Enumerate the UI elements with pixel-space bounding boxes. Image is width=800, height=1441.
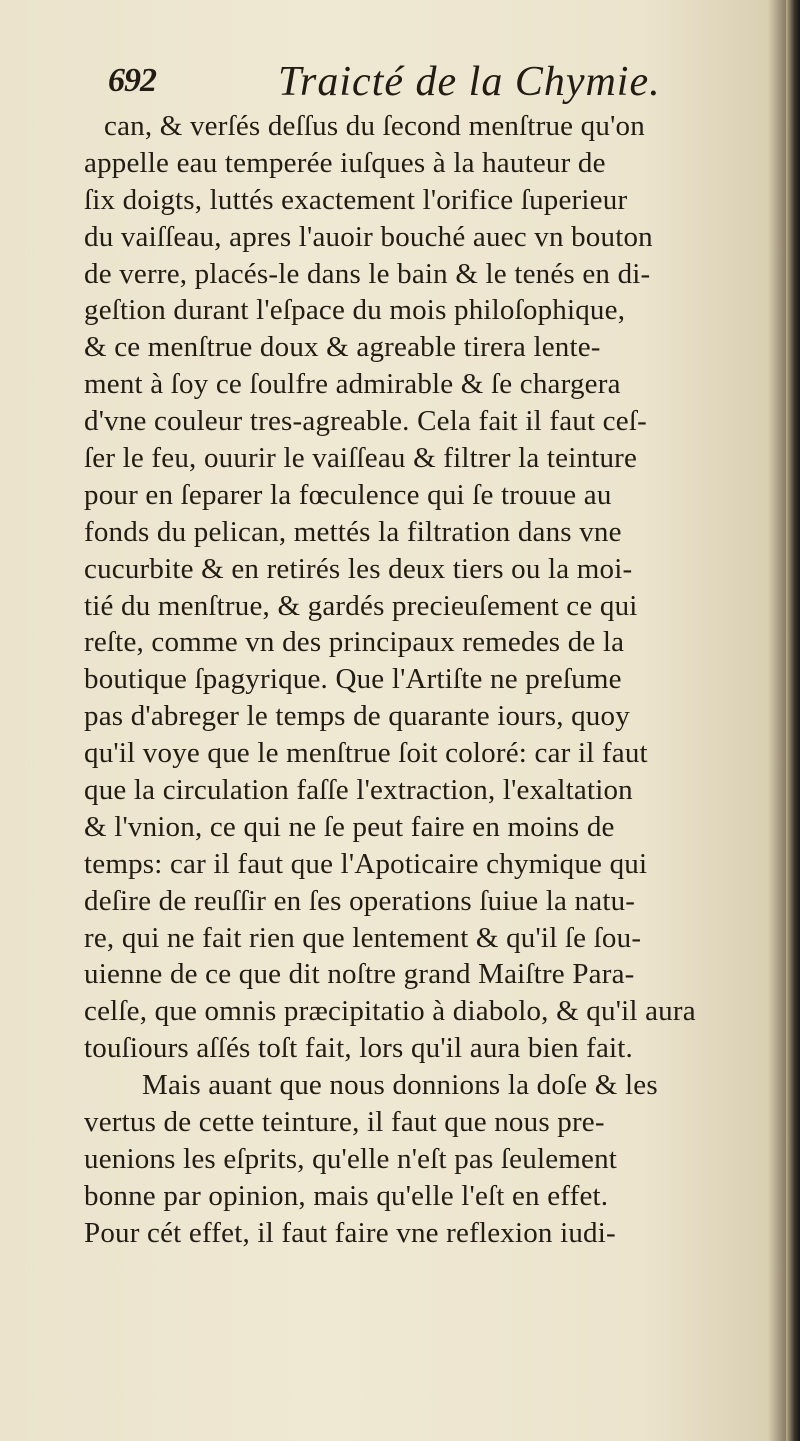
- text-line: fonds du pelican, mettés la filtration dans vne: [84, 515, 622, 548]
- paragraph-start-line: Mais auant que nous donnions la doſe & les: [142, 1069, 658, 1102]
- book-spine-shadow: [786, 0, 800, 1441]
- text-line: uenions les eſprits, qu'elle n'eſt pas ſeulement: [84, 1142, 618, 1175]
- text-line: boutique ſpagyrique. Que l'Artiſte ne preſume: [84, 663, 622, 696]
- text-line: pas d'abreger le temps de quarante iours, quoy: [84, 700, 630, 733]
- text-line: Pour cét effet, il faut faire vne reflexion iudi-: [84, 1216, 616, 1249]
- text-line: can, & verſés deſſus du ſecond menſtrue qu'on: [104, 110, 645, 142]
- text-line: que la circulation faſſe l'extraction, l'exaltation: [84, 774, 633, 807]
- text-line: tié du menſtrue, & gardés precieuſement ce qui: [84, 589, 638, 622]
- page-header: [108, 58, 708, 108]
- text-line: & ce menſtrue doux & agreable tirera lente-: [84, 331, 601, 364]
- text-line: vertus de cette teinture, il faut que nous pre-: [84, 1106, 605, 1139]
- text-line: celſe, que omnis præcipitatio à diabolo, & qu'il aura: [84, 995, 696, 1028]
- text-line: appelle eau temperée iuſques à la hauteur de: [84, 146, 606, 179]
- text-line: temps: car il faut que l'Apoticaire chymique qui: [84, 847, 648, 880]
- text-line: ment à ſoy ce ſoulfre admirable & ſe chargera: [84, 368, 621, 401]
- text-line: touſiours aſſés toſt fait, lors qu'il aura bien fait.: [84, 1032, 633, 1065]
- text-line: re, qui ne fait rien que lentement & qu'il ſe ſou-: [84, 921, 642, 954]
- body-text: [84, 108, 774, 1252]
- text-line: de verre, placés-le dans le bain & le tenés en di-: [84, 257, 651, 290]
- running-title: Traicté de la Chymie.: [278, 59, 661, 105]
- text-line: deſire de reuſſir en ſes operations ſuiue la natu-: [84, 884, 636, 917]
- text-line: reſte, comme vn des principaux remedes de la: [84, 626, 625, 659]
- text-line: bonne par opinion, mais qu'elle l'eſt en effet.: [84, 1179, 609, 1212]
- text-line: cucurbite & en retirés les deux tiers ou la moi-: [84, 552, 633, 585]
- text-line: d'vne couleur tres-agreable. Cela fait il faut ceſ-: [84, 405, 647, 438]
- text-line: uienne de ce que dit noſtre grand Maiſtre Para-: [84, 958, 635, 991]
- text-line: geſtion durant l'eſpace du mois philoſophique,: [84, 294, 626, 327]
- page-number: 692: [108, 62, 156, 99]
- text-line: du vaiſſeau, apres l'auoir bouché auec vn bouton: [84, 220, 653, 253]
- text-line: ſix doigts, luttés exactement l'orifice ſuperieur: [84, 183, 628, 216]
- text-line: ſer le feu, ouurir le vaiſſeau & filtrer la teinture: [84, 442, 638, 475]
- text-line: pour en ſeparer la fœculence qui ſe trouue au: [84, 478, 612, 511]
- text-line: qu'il voye que le menſtrue ſoit coloré: car il faut: [84, 737, 648, 770]
- text-line: & l'vnion, ce qui ne ſe peut faire en moins de: [84, 810, 615, 843]
